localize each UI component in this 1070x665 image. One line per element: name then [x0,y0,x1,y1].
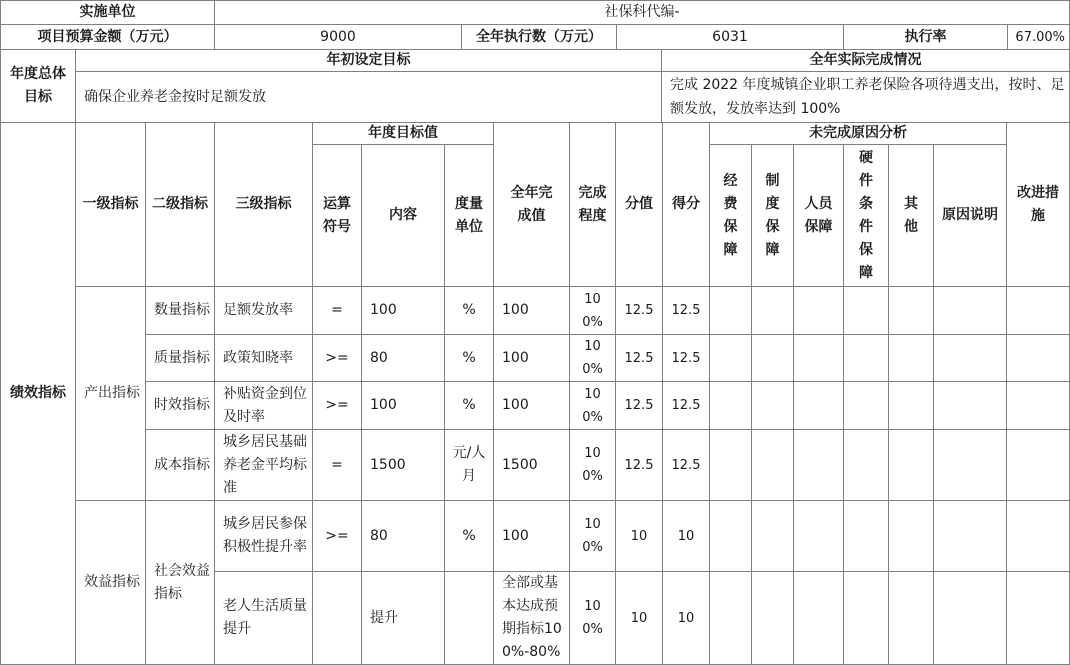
indicator-got: 10 [663,572,710,665]
indicator-degree: 100% [570,382,616,430]
indicator-value: 100 [494,501,570,572]
empty-cell [710,382,752,430]
indicator-content: 1500 [362,430,445,501]
indicator-score: 10 [616,572,663,665]
empty-cell [794,287,844,335]
empty-cell [934,287,1007,335]
col-explain: 原因说明 [934,145,1007,287]
empty-cell [844,430,889,501]
col-annual-target: 年度目标值 [313,123,494,145]
indicator-level-3: 城乡居民参保积极性提升率 [215,501,313,572]
indicator-degree: 100% [570,430,616,501]
initial-target-header: 年初设定目标 [76,50,662,72]
indicator-score: 12.5 [616,430,663,501]
empty-cell [752,572,794,665]
empty-cell [889,501,934,572]
indicator-level-3: 城乡居民基础养老金平均标准 [215,430,313,501]
empty-cell [1007,501,1070,572]
empty-cell [889,382,934,430]
indicator-got: 12.5 [663,287,710,335]
indicator-score: 12.5 [616,382,663,430]
empty-cell [752,287,794,335]
indicator-content: 80 [362,335,445,382]
empty-cell [1007,287,1070,335]
indicator-content: 100 [362,287,445,335]
empty-cell [1007,572,1070,665]
impl-unit-label: 实施单位 [0,0,215,25]
indicator-level-3: 足额发放率 [215,287,313,335]
indicator-value: 100 [494,335,570,382]
indicator-op: = [313,287,362,335]
col-level2: 二级指标 [146,123,215,287]
empty-cell [889,287,934,335]
indicator-value: 100 [494,287,570,335]
col-level1: 一级指标 [76,123,146,287]
social-benefit-label: 社会效益指标 [146,501,215,665]
exec-value: 6031 [617,25,844,50]
empty-cell [710,287,752,335]
impl-unit-value: 社保科代编- [215,0,1070,25]
indicator-content: 80 [362,501,445,572]
indicator-degree: 100% [570,287,616,335]
empty-cell [889,572,934,665]
actual-completion-text: 完成 2022 年度城镇企业职工养老保险各项待遇支出，按时、足额发放，发放率达到 100% [662,72,1070,123]
indicator-got: 10 [663,501,710,572]
empty-cell [844,572,889,665]
indicator-unit [445,572,494,665]
rate-value: 67.00% [1008,25,1070,50]
empty-cell [752,335,794,382]
indicator-level-3: 政策知晓率 [215,335,313,382]
col-other: 其他 [889,145,934,287]
empty-cell [889,430,934,501]
empty-cell [844,287,889,335]
indicator-value: 全部或基本达成预期指标100%-80% [494,572,570,665]
col-system: 制度保障 [752,145,794,287]
empty-cell [710,501,752,572]
empty-cell [1007,335,1070,382]
col-improve: 改进措施 [1007,123,1070,287]
empty-cell [794,501,844,572]
col-content: 内容 [362,145,445,287]
empty-cell [934,572,1007,665]
indicator-level-3: 老人生活质量提升 [215,572,313,665]
indicator-score: 12.5 [616,335,663,382]
empty-cell [752,501,794,572]
empty-cell [844,335,889,382]
col-degree: 完成程度 [570,123,616,287]
col-hardware: 硬件条件保障 [844,145,889,287]
budget-value: 9000 [215,25,462,50]
output-indicator-label: 产出指标 [76,287,146,501]
col-fund: 经费保障 [710,145,752,287]
indicator-unit: % [445,501,494,572]
empty-cell [934,382,1007,430]
empty-cell [844,501,889,572]
col-score: 分值 [616,123,663,287]
col-level3: 三级指标 [215,123,313,287]
indicator-op: >= [313,501,362,572]
empty-cell [794,430,844,501]
indicator-unit: % [445,382,494,430]
exec-label: 全年执行数（万元） [462,25,617,50]
indicator-level-2: 成本指标 [146,430,215,501]
empty-cell [794,335,844,382]
indicator-got: 12.5 [663,430,710,501]
indicator-unit: % [445,335,494,382]
indicator-degree: 100% [570,335,616,382]
col-got: 得分 [663,123,710,287]
indicator-value: 100 [494,382,570,430]
empty-cell [889,335,934,382]
empty-cell [1007,382,1070,430]
indicator-score: 10 [616,501,663,572]
indicator-got: 12.5 [663,382,710,430]
empty-cell [934,430,1007,501]
actual-completion-header: 全年实际完成情况 [662,50,1070,72]
indicator-op: >= [313,335,362,382]
empty-cell [1007,430,1070,501]
empty-cell [934,335,1007,382]
indicator-degree: 100% [570,501,616,572]
col-reason-group: 未完成原因分析 [710,123,1007,145]
indicator-unit: % [445,287,494,335]
benefit-indicator-label: 效益指标 [76,501,146,665]
col-unit: 度量单位 [445,145,494,287]
indicator-level-2: 质量指标 [146,335,215,382]
indicator-score: 12.5 [616,287,663,335]
empty-cell [752,382,794,430]
indicator-degree: 100% [570,572,616,665]
empty-cell [794,572,844,665]
indicator-level-2: 数量指标 [146,287,215,335]
indicator-level-2: 时效指标 [146,382,215,430]
empty-cell [710,430,752,501]
empty-cell [710,335,752,382]
col-staff: 人员保障 [794,145,844,287]
initial-target-text: 确保企业养老金按时足额发放 [76,72,662,123]
indicator-got: 12.5 [663,335,710,382]
indicator-op: = [313,430,362,501]
rate-label: 执行率 [844,25,1008,50]
indicator-unit: 元/人月 [445,430,494,501]
empty-cell [752,430,794,501]
col-operator: 运算符号 [313,145,362,287]
indicator-level-3: 补贴资金到位及时率 [215,382,313,430]
empty-cell [844,382,889,430]
indicator-value: 1500 [494,430,570,501]
col-year-value: 全年完成值 [494,123,570,287]
indicator-content: 提升 [362,572,445,665]
overall-label: 年度总体目标 [0,50,76,123]
empty-cell [710,572,752,665]
indicator-op: >= [313,382,362,430]
indicator-op [313,572,362,665]
empty-cell [934,501,1007,572]
budget-label: 项目预算金额（万元） [0,25,215,50]
indicator-content: 100 [362,382,445,430]
perf-label: 绩效指标 [0,123,76,665]
empty-cell [794,382,844,430]
